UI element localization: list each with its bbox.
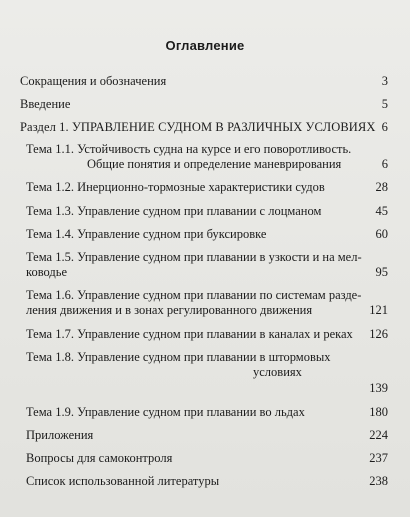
page-title: Оглавление bbox=[165, 38, 245, 53]
toc-entry-text: Тема 1.7. Управление судном при плавании в каналах и реках bbox=[26, 327, 353, 341]
toc-entry-page: 139 bbox=[369, 381, 388, 395]
toc-entry-page: 95 bbox=[375, 265, 388, 279]
toc-entry-text: Тема 1.4. Управление судном при буксировке bbox=[26, 227, 267, 241]
toc-entry-text: Тема 1.9. Управление судном при плавании во льдах bbox=[26, 405, 305, 419]
toc-entry-text: условиях bbox=[253, 365, 302, 379]
toc-entry-text: Тема 1.8. Управление судном при плавании в штормовых bbox=[26, 350, 331, 364]
toc-entry-page: 180 bbox=[369, 405, 388, 419]
toc-entry-page: 6 bbox=[381, 157, 388, 171]
toc-entry-page: 60 bbox=[375, 227, 388, 241]
toc-entry-text: Тема 1.5. Управление судном при плавании в узкости и на мел- bbox=[26, 250, 362, 264]
toc-entry-page: 45 bbox=[375, 204, 388, 218]
toc-entry-page: 238 bbox=[369, 474, 388, 488]
toc-entry-text: Общие понятия и определение маневрирования bbox=[87, 157, 342, 171]
toc-entry-text: Список использованной литературы bbox=[26, 474, 220, 488]
toc-entry-page: 28 bbox=[375, 180, 388, 194]
toc-entry-text: Введение bbox=[20, 97, 71, 111]
toc-entry-text: ководье bbox=[26, 265, 68, 279]
toc-entry-text: Раздел 1. УПРАВЛЕНИЕ СУДНОМ В РАЗЛИЧНЫХ УСЛОВИЯХ bbox=[20, 120, 376, 134]
toc-entry-page: 121 bbox=[369, 303, 388, 317]
toc-entry-page: 6 bbox=[381, 120, 388, 134]
toc-entry-page: 5 bbox=[381, 97, 388, 111]
toc-entry-page: 3 bbox=[381, 74, 388, 88]
toc-entry-text: Приложения bbox=[26, 428, 94, 442]
toc-entry-text: Тема 1.2. Инерционно-тормозные характеристики судов bbox=[26, 180, 325, 194]
toc-entry-text: Вопросы для самоконтроля bbox=[26, 451, 173, 465]
toc-entry-text: Сокращения и обозначения bbox=[20, 74, 167, 88]
toc-entry-page: 224 bbox=[369, 428, 388, 442]
toc-entry-text: Тема 1.3. Управление судном при плавании с лоцманом bbox=[26, 204, 322, 218]
toc-entry-page: 126 bbox=[369, 327, 388, 341]
toc-entry-text: Тема 1.6. Управление судном при плавании по системам разде- bbox=[26, 288, 362, 302]
toc-entry-page: 237 bbox=[369, 451, 388, 465]
toc-entry-text: ления движения и в зонах регулированного движения bbox=[26, 303, 313, 317]
toc-entry-text: Тема 1.1. Устойчивость судна на курсе и его поворотливость. bbox=[26, 142, 352, 156]
